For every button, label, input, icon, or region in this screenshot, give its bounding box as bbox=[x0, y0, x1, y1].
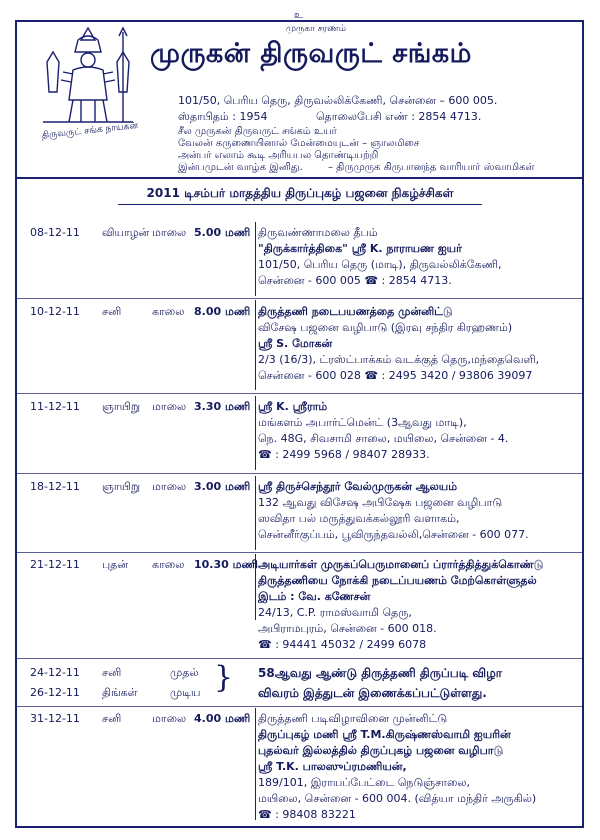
uyir-mark: உ bbox=[294, 10, 304, 21]
event-session: மாலை bbox=[152, 712, 187, 725]
header-divider bbox=[17, 177, 582, 179]
event-line: நெ. 48G, சிவசாமி சாலை, மயிலை, சென்னை - 4. bbox=[258, 432, 509, 445]
event-line: ஸ்ரீ S. மோகன் bbox=[258, 337, 333, 350]
event-line: மயிலை, சென்னை - 600 004. (வித்யா மந்திர் அருகில்) bbox=[258, 792, 537, 805]
event-date: 24-12-11 bbox=[30, 666, 80, 679]
schedule-title: 2011 டிசம்பர் மாதத்திய திருப்புகழ் பஜனை நிகழ்ச்சிகள் bbox=[146, 186, 454, 200]
event-line: ஸவிதா பல் மருத்துவக்கல்லூரி வளாகம், bbox=[258, 512, 460, 525]
event-day: வியாழன் bbox=[102, 226, 150, 239]
event-day: சனி bbox=[102, 305, 122, 318]
event-session: மாலை bbox=[152, 400, 187, 413]
event-line: சென்னை - 600 028 ☎ : 2495 3420 / 93806 39097 bbox=[258, 369, 533, 382]
event-time: 10.30 மணி bbox=[194, 558, 258, 571]
event-day: ஞாயிறு bbox=[102, 480, 141, 493]
event-divider bbox=[255, 222, 256, 296]
row-separator bbox=[17, 298, 582, 299]
event-session: காலை bbox=[152, 305, 185, 318]
event-time: 4.00 மணி bbox=[194, 712, 251, 725]
event-date: 21-12-11 bbox=[30, 558, 80, 571]
event-end-day: திங்கள் bbox=[102, 686, 138, 699]
event-line: 2/3 (16/3), ட்ரஸ்ட்பாக்கம் வடக்குத் தெரு,மந்தைவெளி, bbox=[258, 353, 540, 366]
event-line: 24/13, C.P. ராமஸ்வாமி தெரு, bbox=[258, 606, 412, 619]
event-session: மாலை bbox=[152, 226, 187, 239]
event-line: 58ஆவது ஆண்டு திருத்தணி திருப்படி விழா bbox=[258, 666, 503, 680]
row-separator bbox=[17, 473, 582, 474]
event-divider bbox=[255, 300, 256, 390]
event-line: புதல்வர் இல்லத்தில் திருப்புகழ் பஜனை வழிபாடு bbox=[258, 744, 504, 757]
event-divider bbox=[255, 396, 256, 470]
verse-line: இன்பமுடன் வாழ்க இனிது. bbox=[178, 162, 303, 173]
title-underline bbox=[118, 204, 482, 205]
event-line: 132 ஆவது விசேஷ அபிஷேக பஜனை வழிபாடு bbox=[258, 496, 503, 509]
event-line: சென்னை - 600 005 ☎ : 2854 4713. bbox=[258, 274, 452, 287]
range-brace: } bbox=[214, 660, 234, 695]
event-line: ☎ : 2499 5968 / 98407 28933. bbox=[258, 448, 430, 461]
event-line: 189/101, இராயப்பேட்டை நெடுஞ்சாலை, bbox=[258, 776, 470, 789]
event-line: 101/50, பெரிய தெரு (மாடி), திருவல்லிக்கேணி, bbox=[258, 258, 502, 271]
event-date: 08-12-11 bbox=[30, 226, 80, 239]
event-line: விசேஷ பஜனை வழிபாடு (இரவு சந்திர கிரஹணம்) bbox=[258, 321, 513, 334]
event-line: ☎ : 94441 45032 / 2499 6078 bbox=[258, 638, 427, 651]
row-separator bbox=[17, 552, 582, 553]
established-year: ஸ்தாபிதம் : 1954 bbox=[178, 110, 268, 123]
event-date: 31-12-11 bbox=[30, 712, 80, 725]
event-line: திருத்தணி படிவிழாவினை முன்னிட்டு bbox=[258, 712, 448, 725]
event-session: மாலை bbox=[152, 480, 187, 493]
event-line: மங்களம் அபார்ட்மென்ட் (3ஆவது மாடி), bbox=[258, 416, 467, 429]
event-date: 10-12-11 bbox=[30, 305, 80, 318]
organization-name: முருகன் திருவருட் சங்கம் bbox=[150, 38, 472, 69]
verse-line: வேலன் கருணையினால் மேன்மையுடன் – ஞாலமிசை bbox=[178, 138, 420, 149]
event-date: 11-12-11 bbox=[30, 400, 80, 413]
logo-caption: திருவருட் சங்க நாயகன் bbox=[41, 120, 139, 142]
event-divider bbox=[255, 554, 256, 620]
event-line: ஸ்ரீ K. ஸ்ரீராம் bbox=[258, 400, 328, 413]
event-line: ☎ : 98408 83221 bbox=[258, 808, 356, 821]
row-separator bbox=[17, 658, 582, 659]
event-divider bbox=[255, 476, 256, 550]
event-session: முதல் bbox=[170, 666, 199, 679]
event-line: ஸ்ரீ திருச்செந்தூர் வேல்முருகன் ஆலயம் bbox=[258, 480, 458, 493]
event-line: இடம் : வே. கணேசன் bbox=[258, 590, 371, 603]
event-day: சனி bbox=[102, 712, 122, 725]
event-line: விவரம் இத்துடன் இணைக்கப்பட்டுள்ளது. bbox=[258, 686, 487, 700]
event-line: திருவண்ணாமலை தீபம் bbox=[258, 226, 378, 239]
event-day: புதன் bbox=[102, 558, 129, 571]
verse-line: சீல முருகன் திருவருட் சங்கம் உயர் bbox=[178, 126, 337, 137]
event-line: திருப்புகழ் மணி ஸ்ரீ T.M.கிருஷ்ணஸ்வாமி ஐயரின் bbox=[258, 728, 511, 741]
event-session: காலை bbox=[152, 558, 185, 571]
verse-credit: – திருமுருக கிருபானந்த வாரியார் ஸ்வாமிகள் bbox=[328, 162, 535, 173]
organization-address: 101/50, பெரிய தெரு, திருவல்லிக்கேணி, சென்னை – 600 005. bbox=[178, 94, 498, 107]
invocation: முருகா சரணம் bbox=[286, 24, 346, 34]
event-date: 18-12-11 bbox=[30, 480, 80, 493]
event-divider bbox=[255, 708, 256, 820]
event-time: 5.00 மணி bbox=[194, 226, 251, 239]
event-line: அடியார்கள் முருகப்பெருமானைப் ப்ரார்த்தித்துக்கொண்டு bbox=[258, 558, 544, 571]
event-time: 3.00 மணி bbox=[194, 480, 251, 493]
event-line: திருத்தணி நடைபயணத்தை முன்னிட்டு bbox=[258, 305, 453, 318]
event-end-date: 26-12-11 bbox=[30, 686, 80, 699]
event-day: ஞாயிறு bbox=[102, 400, 141, 413]
event-line: அபிராமபுரம், சென்னை - 600 018. bbox=[258, 622, 437, 635]
lord-murugan-logo bbox=[33, 22, 143, 132]
row-separator bbox=[17, 393, 582, 394]
verse-line: அன்பர் எலாம் கூடி அரியபல தொண்டியற்றி bbox=[178, 150, 379, 161]
event-line: திருத்தணியை நோக்கி நடைப்பயணம் மேற்கொள்ளுதல் bbox=[258, 574, 537, 587]
event-day: சனி bbox=[102, 666, 122, 679]
event-time: 8.00 மணி bbox=[194, 305, 251, 318]
event-time: 3.30 மணி bbox=[194, 400, 251, 413]
row-separator bbox=[17, 706, 582, 707]
event-end-session: முடிய bbox=[170, 686, 201, 699]
organization-phone: தொலைபேசி எண் : 2854 4713. bbox=[316, 110, 482, 123]
event-line: சென்னீர்குப்பம், பூவிருந்தவல்லி,சென்னை - 600 077. bbox=[258, 528, 529, 541]
event-line: "திருக்கார்த்திகை" ஸ்ரீ K. நாராயண ஐயர் bbox=[258, 242, 462, 255]
event-line: ஸ்ரீ T.K. பாலஸுப்ரமணியன், bbox=[258, 760, 407, 773]
